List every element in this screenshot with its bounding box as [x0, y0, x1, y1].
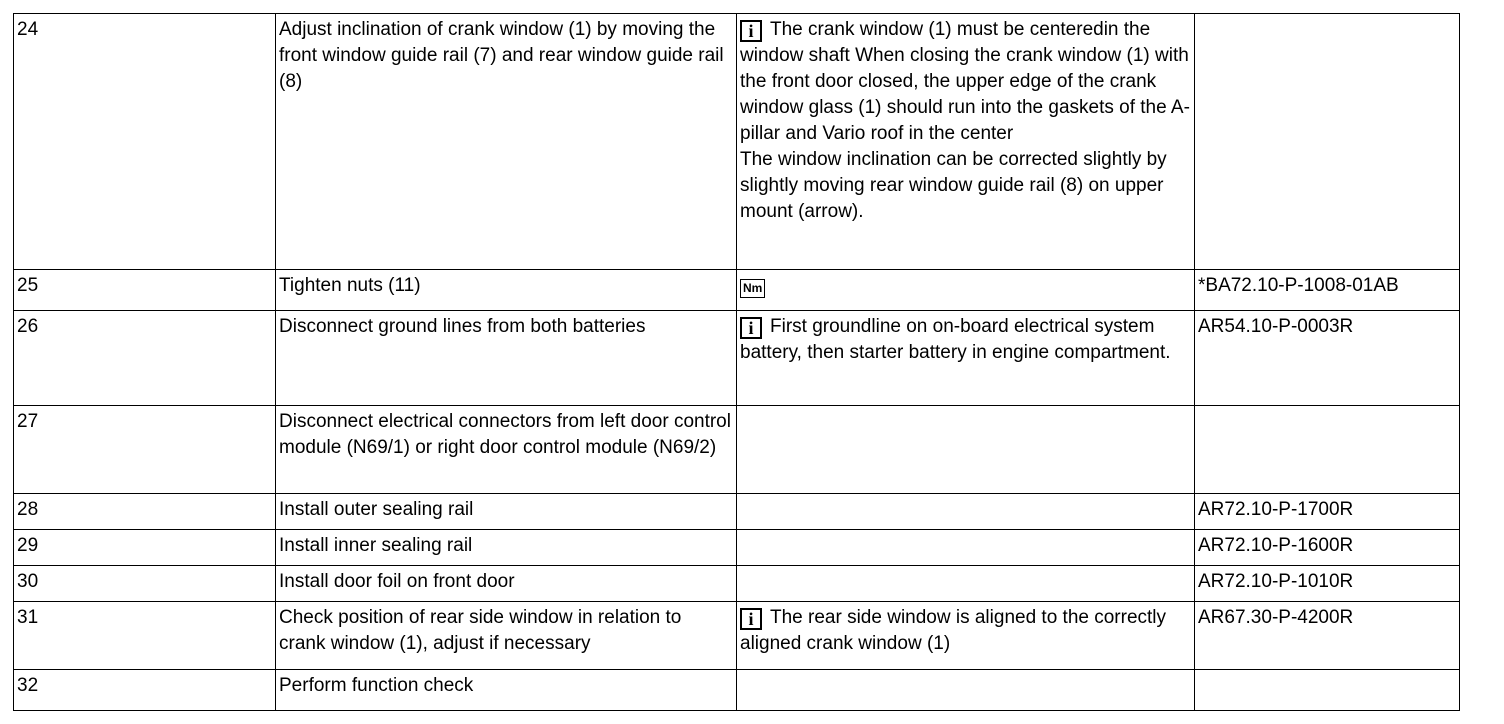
step-reference — [1195, 670, 1460, 711]
table-row — [14, 270, 1460, 311]
step-reference[interactable]: AR72.10-P-1700R — [1195, 494, 1460, 530]
step-number: 32 — [14, 670, 276, 711]
table-row — [14, 530, 1460, 566]
table-row — [14, 494, 1460, 530]
step-note — [737, 530, 1195, 566]
step-action: Disconnect ground lines from both batteries — [276, 311, 737, 406]
step-action: Disconnect electrical connectors from left door control module (N69/1) or right door control module (N69/2) — [276, 406, 737, 494]
step-action: Install inner sealing rail — [276, 530, 737, 566]
step-reference[interactable]: AR54.10-P-0003R — [1195, 311, 1460, 406]
torque-nm-icon: Nm — [740, 279, 765, 298]
procedure-table — [13, 13, 1460, 711]
info-icon: i — [740, 608, 762, 630]
step-note: i The rear side window is aligned to the correctly aligned crank window (1) — [737, 602, 1195, 670]
info-icon: i — [740, 317, 762, 339]
step-number: 28 — [14, 494, 276, 530]
step-reference — [1195, 14, 1460, 270]
step-reference[interactable]: *BA72.10-P-1008-01AB — [1195, 270, 1460, 311]
step-action: Install outer sealing rail — [276, 494, 737, 530]
step-reference[interactable]: AR67.30-P-4200R — [1195, 602, 1460, 670]
step-number: 27 — [14, 406, 276, 494]
table-row — [14, 311, 1460, 406]
table-row — [14, 602, 1460, 670]
step-note — [737, 494, 1195, 530]
step-action: Perform function check — [276, 670, 737, 711]
table-row — [14, 670, 1460, 711]
step-number: 25 — [14, 270, 276, 311]
step-action: Check position of rear side window in relation to crank window (1), adjust if necessary — [276, 602, 737, 670]
step-reference — [1195, 406, 1460, 494]
step-action: Install door foil on front door — [276, 566, 737, 602]
step-note — [737, 406, 1195, 494]
step-note — [737, 670, 1195, 711]
table-row — [14, 406, 1460, 494]
step-number: 29 — [14, 530, 276, 566]
info-icon: i — [740, 20, 762, 42]
table-row — [14, 14, 1460, 270]
step-note: i First groundline on on-board electrical system battery, then starter battery in engine compartment. — [737, 311, 1195, 406]
step-note — [737, 566, 1195, 602]
step-action: Tighten nuts (11) — [276, 270, 737, 311]
step-note: i The crank window (1) must be centeredin the window shaft When closing the crank window (1) with the front door closed, the upper edge of the crank window glass (1) should run into the gaskets of the A-pillar and Vario roof in the center The window inclination can be corrected slightly by slightly moving rear window guide rail (8) on upper mount (arrow). — [737, 14, 1195, 270]
step-note — [737, 270, 1195, 311]
step-reference[interactable]: AR72.10-P-1010R — [1195, 566, 1460, 602]
step-action: Adjust inclination of crank window (1) by moving the front window guide rail (7) and rear window guide rail (8) — [276, 14, 737, 270]
step-number: 31 — [14, 602, 276, 670]
step-number: 24 — [14, 14, 276, 270]
step-number: 26 — [14, 311, 276, 406]
table-row — [14, 566, 1460, 602]
step-reference[interactable]: AR72.10-P-1600R — [1195, 530, 1460, 566]
step-number: 30 — [14, 566, 276, 602]
